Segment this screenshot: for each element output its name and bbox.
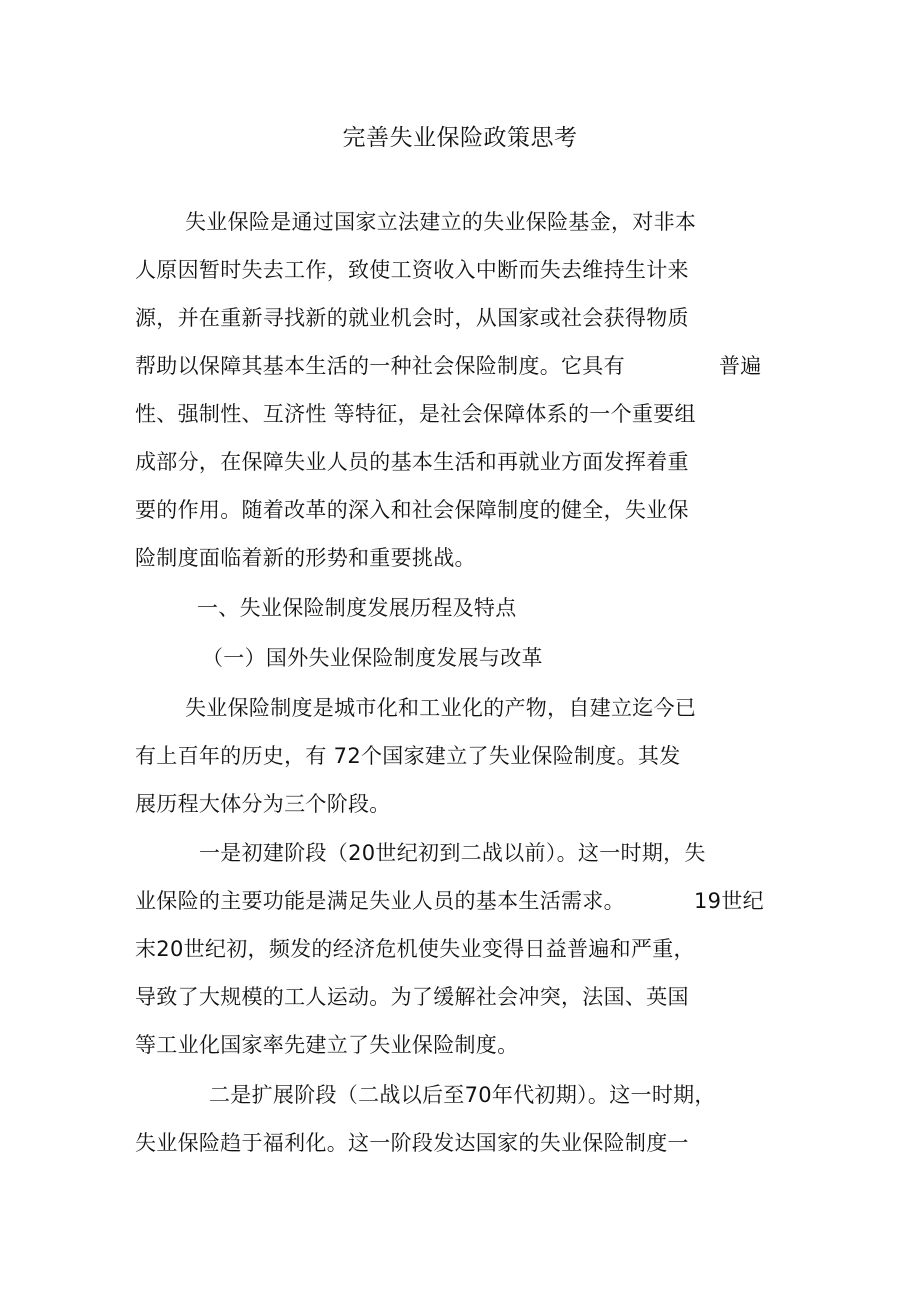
paragraph-line: 等工业化国家率先建立了失业保险制度。 [135,1033,519,1057]
paragraph-line-fragment: 19世纪 [694,889,764,913]
paragraph-line: 有上百年的历史，有 72个国家建立了失业保险制度。其发 [135,744,681,768]
paragraph-line: 失业保险制度是城市化和工业化的产物，自建立迄今已 [185,696,697,720]
section-heading: 一、失业保险制度发展历程及特点 [197,596,517,620]
subsection-heading: （一）国外失业保险制度发展与改革 [202,646,543,670]
paragraph-line: 失业保险是通过国家立法建立的失业保险基金，对非本 [185,210,697,234]
paragraph-line: 人原因暂时失去工作，致使工资收入中断而失去维持生计来 [135,258,689,282]
paragraph-line: 要的作用。随着改革的深入和社会保障制度的健全，失业保 [135,498,689,522]
paragraph-line: 性、强制性、互济性 等特征，是社会保障体系的一个重要组 [135,402,696,426]
paragraph-line: 成部分，在保障失业人员的基本生活和再就业方面发挥着重 [135,450,689,474]
paragraph-line: 导致了大规模的工人运动。为了缓解社会冲突，法国、英国 [135,985,689,1009]
paragraph-line: 一是初建阶段（20世纪初到二战以前）。这一时期，失 [199,841,706,865]
paragraph-line: 末20世纪初，频发的经济危机使失业变得日益普遍和严重， [135,937,695,961]
paragraph-line: 帮助以保障其基本生活的一种社会保险制度。它具有 [135,354,625,378]
paragraph-line: 源，并在重新寻找新的就业机会时，从国家或社会获得物质 [135,306,689,330]
paragraph-line-fragment: 普遍 [719,354,762,378]
paragraph-line: 业保险的主要功能是满足失业人员的基本生活需求。 [135,889,625,913]
document-title: 完善失业保险政策思考 [342,125,578,151]
paragraph-line: 展历程大体分为三个阶段。 [135,792,391,816]
paragraph-line: 二是扩展阶段（二战以后至70年代初期）。这一时期， [209,1083,716,1107]
paragraph-line: 险制度面临着新的形势和重要挑战。 [135,546,476,570]
paragraph-line: 失业保险趋于福利化。这一阶段发达国家的失业保险制度一 [135,1131,689,1155]
